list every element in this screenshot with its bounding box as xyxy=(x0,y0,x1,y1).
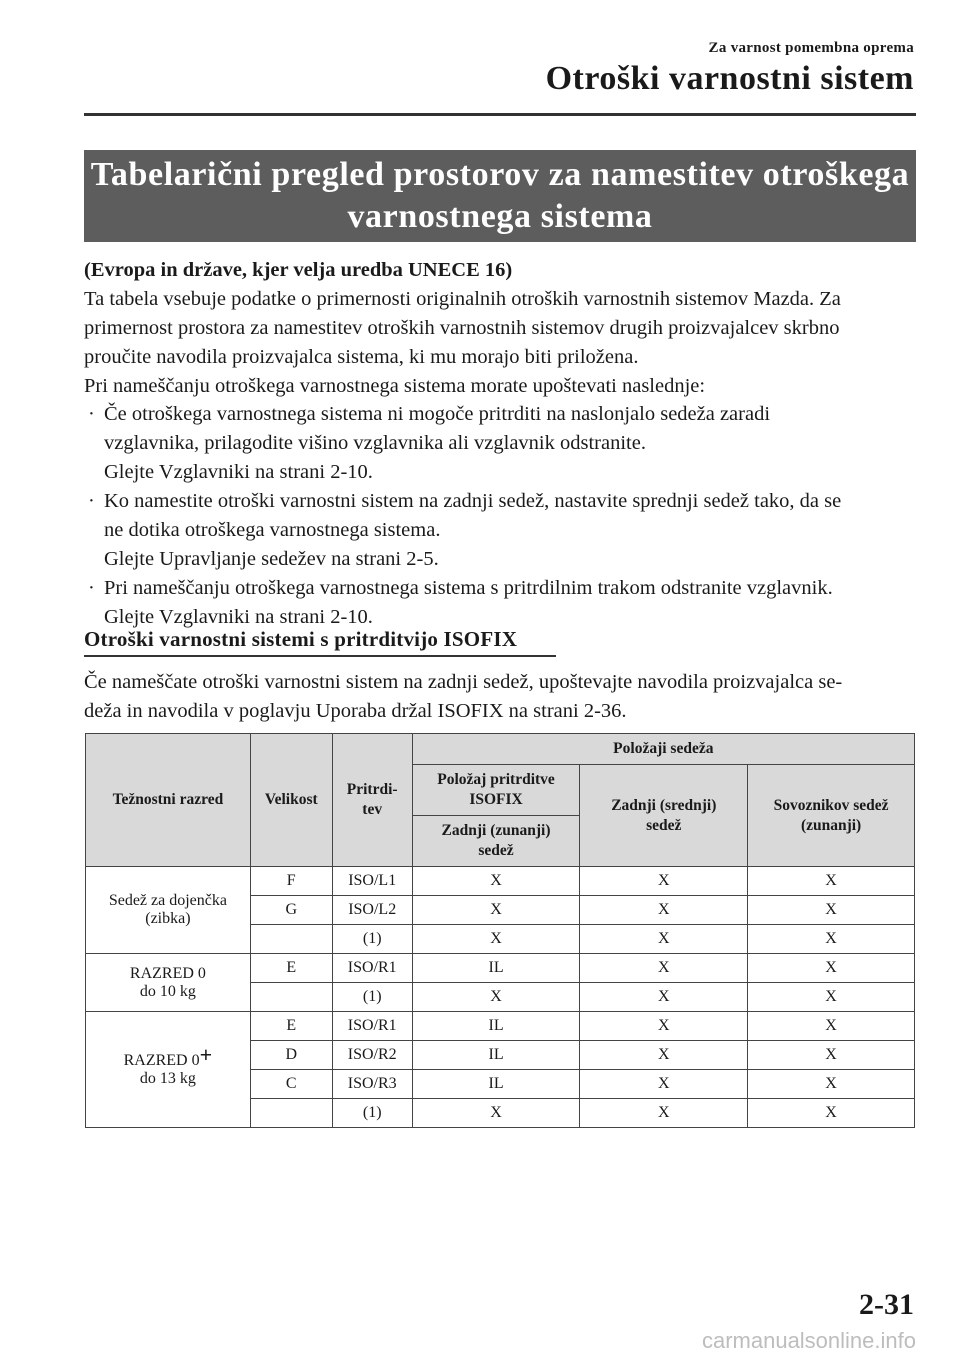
rear-center-cell: X xyxy=(580,954,748,983)
rear-outer-cell: IL xyxy=(412,1070,580,1099)
table-row xyxy=(86,867,915,896)
rear-center-cell: X xyxy=(580,925,748,954)
header-passenger: Sovoznikov sedež (zunanji) xyxy=(748,765,915,867)
section-heading: Otroški varnostni sistemi s pritrditvijo ISOFIX xyxy=(84,627,556,657)
intro-line: primernost prostora za namestitev otroških varnostnih sistemov drugih proizvajalcev skrbno xyxy=(84,317,840,339)
isofix-table xyxy=(85,733,915,1128)
header-seat-positions: Položaji sedeža xyxy=(412,734,914,765)
intro-line: Pri nameščanju otroškega varnostnega sistema morate upoštevati naslednje: xyxy=(84,375,706,397)
plus-icon: + xyxy=(199,1041,213,1067)
isofix-paragraph xyxy=(84,668,916,726)
header-size: Velikost xyxy=(250,734,332,867)
passenger-cell: X xyxy=(748,867,915,896)
header-rear-center: Zadnji (srednji) sedež xyxy=(580,765,748,867)
rear-outer-cell: X xyxy=(412,925,580,954)
header-rear-outer: Zadnji (zunanji) sedež xyxy=(412,816,580,867)
table-row xyxy=(86,954,915,983)
rear-outer-cell: IL xyxy=(412,954,580,983)
rear-center-cell: X xyxy=(580,983,748,1012)
weight-class-cell: Sedež za dojenčka (zibka) xyxy=(86,867,251,954)
mount-cell: ISO/R1 xyxy=(332,954,412,983)
header-mount: Pritrdi- tev xyxy=(332,734,412,867)
weight-class-cell: RAZRED 0 do 10 kg xyxy=(86,954,251,1012)
size-cell: F xyxy=(250,867,332,896)
mount-cell: (1) xyxy=(332,983,412,1012)
rear-outer-cell: IL xyxy=(412,1041,580,1070)
rear-center-cell: X xyxy=(580,1012,748,1041)
size-cell: G xyxy=(250,896,332,925)
page-title-line-1: Tabelarični pregled prostorov za namestitev otroškega xyxy=(90,156,910,193)
mount-cell: ISO/R3 xyxy=(332,1070,412,1099)
passenger-cell: X xyxy=(748,1041,915,1070)
bullet-dot-icon: · xyxy=(88,577,95,599)
bullet-list xyxy=(84,400,916,632)
watermark: carmanualsonline.info xyxy=(701,1328,916,1353)
mount-cell: ISO/R2 xyxy=(332,1041,412,1070)
weight-class-name: RAZRED 0 xyxy=(123,1051,200,1069)
weight-class-cell xyxy=(86,1012,251,1128)
passenger-cell: X xyxy=(748,954,915,983)
region-note: (Evropa in države, kjer velja uredba UNECE 16) xyxy=(84,259,513,281)
rear-center-cell: X xyxy=(580,1041,748,1070)
passenger-cell: X xyxy=(748,983,915,1012)
header-weight-class: Težnostni razred xyxy=(86,734,251,867)
size-cell: E xyxy=(250,954,332,983)
passenger-cell: X xyxy=(748,1099,915,1128)
chapter-title: Otroški varnostni sistem xyxy=(545,60,914,97)
page-title-banner xyxy=(84,150,916,242)
weight-class-range: do 13 kg xyxy=(139,1069,196,1087)
mount-cell: (1) xyxy=(332,925,412,954)
bullet-text: ne dotika otroškega varnostnega sistema. xyxy=(104,519,441,541)
rear-outer-cell: X xyxy=(412,867,580,896)
header-isofix-position: Položaj pritrditve ISOFIX xyxy=(412,765,580,816)
size-cell: C xyxy=(250,1070,332,1099)
mount-cell: ISO/L2 xyxy=(332,896,412,925)
bullet-dot-icon: · xyxy=(88,490,95,512)
mount-cell: ISO/R1 xyxy=(332,1012,412,1041)
rear-outer-cell: X xyxy=(412,896,580,925)
passenger-cell: X xyxy=(748,925,915,954)
bullet-text: Če otroškega varnostnega sistema ni mogoče pritrditi na naslonjalo sedeža zaradi xyxy=(104,403,771,425)
rear-center-cell: X xyxy=(580,896,748,925)
table-row xyxy=(86,1012,915,1041)
header-divider xyxy=(84,113,916,116)
bullet-text: Ko namestite otroški varnostni sistem na zadnji sedež, nastavite sprednji sedež tako, da se xyxy=(104,490,842,512)
passenger-cell: X xyxy=(748,1070,915,1099)
rear-center-cell: X xyxy=(580,867,748,896)
intro-line: Ta tabela vsebuje podatke o primernosti originalnih otroških varnostnih sistemov Mazda. Za xyxy=(84,288,841,310)
size-cell xyxy=(250,1099,332,1128)
bullet-text: Pri nameščanju otroškega varnostnega sistema s pritrdilnim trakom odstranite vzglavnik. xyxy=(104,577,833,599)
isofix-line: deža in navodila v poglavju Uporaba držal ISOFIX na strani 2-36. xyxy=(84,700,627,722)
rear-outer-cell: X xyxy=(412,983,580,1012)
rear-center-cell: X xyxy=(580,1070,748,1099)
bullet-reference-link[interactable]: Glejte Upravljanje sedežev na strani 2-5. xyxy=(104,548,439,570)
passenger-cell: X xyxy=(748,1012,915,1041)
mount-cell: (1) xyxy=(332,1099,412,1128)
section-header: Za varnost pomembna oprema xyxy=(708,40,914,56)
rear-outer-cell: X xyxy=(412,1099,580,1128)
size-cell xyxy=(250,925,332,954)
intro-paragraph xyxy=(84,285,916,401)
bullet-reference-link[interactable]: Glejte Vzglavniki na strani 2-10. xyxy=(104,606,373,628)
bullet-item xyxy=(84,574,916,632)
page-number: 2-31 xyxy=(859,1288,914,1321)
size-cell: D xyxy=(250,1041,332,1070)
size-cell xyxy=(250,983,332,1012)
rear-center-cell: X xyxy=(580,1099,748,1128)
passenger-cell: X xyxy=(748,896,915,925)
intro-line: proučite navodila proizvajalca sistema, ki mu morajo biti priložena. xyxy=(84,346,639,368)
isofix-line: Če nameščate otroški varnostni sistem na zadnji sedež, upoštevajte navodila proizvajalca se- xyxy=(84,671,843,693)
bullet-text: vzglavnika, prilagodite višino vzglavnika ali vzglavnik odstranite. xyxy=(104,432,646,454)
bullet-item xyxy=(84,400,916,487)
size-cell: E xyxy=(250,1012,332,1041)
page-title-line-2: varnostnega sistema xyxy=(347,198,653,235)
bullet-item xyxy=(84,487,916,574)
bullet-reference-link[interactable]: Glejte Vzglavniki na strani 2-10. xyxy=(104,461,373,483)
bullet-dot-icon: · xyxy=(88,403,95,425)
rear-outer-cell: IL xyxy=(412,1012,580,1041)
mount-cell: ISO/L1 xyxy=(332,867,412,896)
